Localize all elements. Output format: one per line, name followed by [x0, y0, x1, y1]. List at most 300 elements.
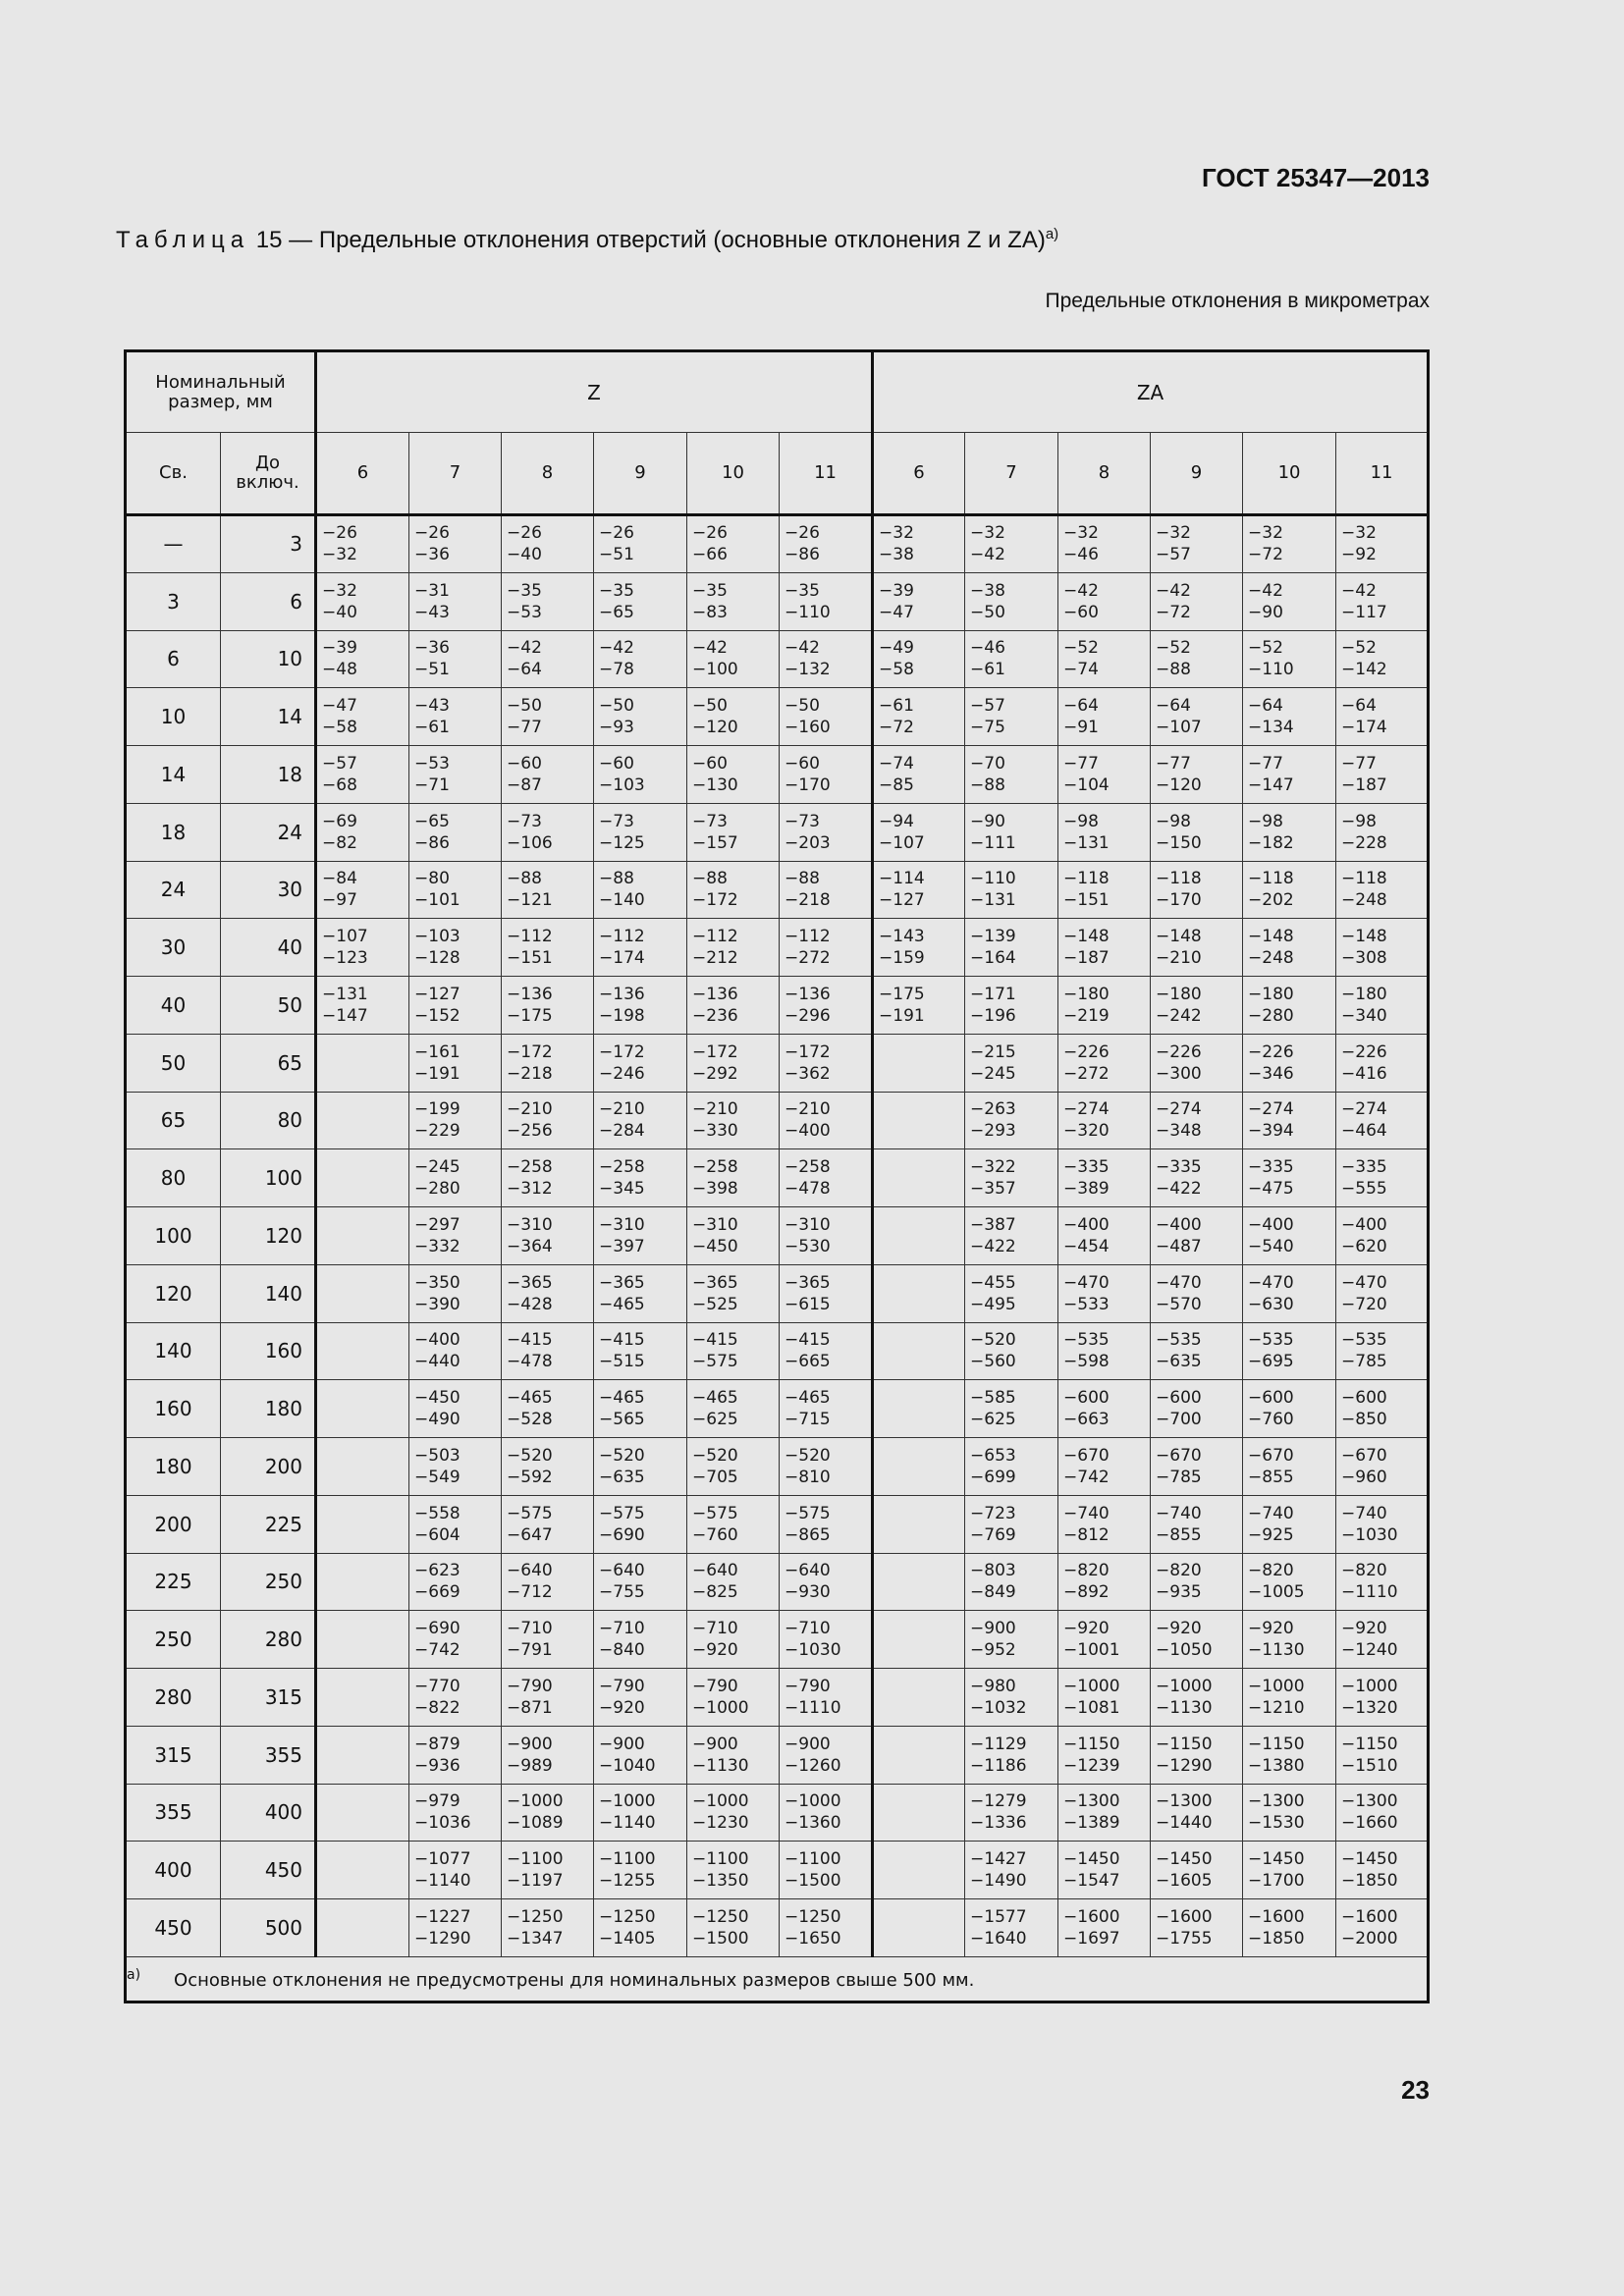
deviation-cell-za: [873, 1264, 965, 1322]
deviation-cell-za: −1300 −1389: [1058, 1784, 1151, 1842]
to-header: До включ.: [221, 433, 316, 515]
deviation-cell-za: −274 −320: [1058, 1092, 1151, 1149]
deviation-cell-za: −670 −960: [1336, 1438, 1429, 1496]
deviation-cell-z: −710 −791: [502, 1611, 594, 1669]
deviation-cell-z: −35 −110: [780, 572, 873, 630]
deviation-cell-za: −77 −104: [1058, 746, 1151, 804]
deviation-cell-z: −575 −647: [502, 1495, 594, 1553]
deviation-cell-za: −274 −394: [1243, 1092, 1336, 1149]
deviation-cell-za: −114 −127: [873, 861, 965, 919]
deviation-cell-za: −110 −131: [965, 861, 1058, 919]
size-to-cell: 24: [221, 803, 316, 861]
deviation-cell-z: −640 −755: [594, 1553, 687, 1611]
deviation-cell-za: [873, 1553, 965, 1611]
deviation-cell-z: −310 −364: [502, 1207, 594, 1265]
deviation-cell-z: [316, 1553, 409, 1611]
grade-header: 7: [965, 433, 1058, 515]
deviation-cell-za: −118 −202: [1243, 861, 1336, 919]
deviation-cell-z: −1000 −1089: [502, 1784, 594, 1842]
deviation-cell-z: −790 −920: [594, 1669, 687, 1727]
table-row: [126, 861, 1429, 919]
deviation-cell-z: −112 −174: [594, 919, 687, 977]
deviation-cell-z: −710 −920: [687, 1611, 780, 1669]
deviation-cell-za: −335 −389: [1058, 1149, 1151, 1207]
deviation-cell-za: −226 −272: [1058, 1034, 1151, 1092]
deviation-cell-z: −365 −615: [780, 1264, 873, 1322]
deviation-cell-z: −53 −71: [409, 746, 502, 804]
size-to-cell: 450: [221, 1842, 316, 1899]
size-from-cell: 50: [126, 1034, 221, 1092]
deviation-cell-za: −400 −620: [1336, 1207, 1429, 1265]
deviation-cell-z: −60 −87: [502, 746, 594, 804]
deviation-cell-za: −74 −85: [873, 746, 965, 804]
deviation-cell-z: −43 −61: [409, 688, 502, 746]
deviation-cell-z: −450 −490: [409, 1380, 502, 1438]
deviation-cell-z: −31 −43: [409, 572, 502, 630]
deviation-cell-za: −77 −120: [1151, 746, 1243, 804]
deviation-cell-za: −980 −1032: [965, 1669, 1058, 1727]
deviation-cell-za: −400 −454: [1058, 1207, 1151, 1265]
deviation-cell-z: [316, 1899, 409, 1957]
deviation-cell-za: −670 −742: [1058, 1438, 1151, 1496]
deviation-cell-z: −520 −810: [780, 1438, 873, 1496]
deviation-cell-za: −900 −952: [965, 1611, 1058, 1669]
size-from-cell: 120: [126, 1264, 221, 1322]
table-row: [126, 1669, 1429, 1727]
size-to-cell: 30: [221, 861, 316, 919]
deviation-cell-za: −600 −760: [1243, 1380, 1336, 1438]
deviation-cell-za: −226 −346: [1243, 1034, 1336, 1092]
deviation-cell-za: −1150 −1510: [1336, 1726, 1429, 1784]
caption-note-mark: а): [1045, 226, 1059, 242]
table-row: [126, 1899, 1429, 1957]
deviation-cell-za: [873, 1784, 965, 1842]
deviation-cell-za: −49 −58: [873, 630, 965, 688]
grade-header: 11: [780, 433, 873, 515]
deviation-cell-za: −1300 −1660: [1336, 1784, 1429, 1842]
table-row: [126, 1495, 1429, 1553]
deviation-cell-za: −98 −131: [1058, 803, 1151, 861]
deviation-cell-za: −455 −495: [965, 1264, 1058, 1322]
deviation-cell-z: −1077 −1140: [409, 1842, 502, 1899]
deviation-cell-za: [873, 1842, 965, 1899]
deviation-cell-z: −26 −36: [409, 515, 502, 573]
deviation-cell-za: −920 −1240: [1336, 1611, 1429, 1669]
size-to-cell: 100: [221, 1149, 316, 1207]
deviation-cell-za: −61 −72: [873, 688, 965, 746]
size-from-cell: 140: [126, 1322, 221, 1380]
deviation-cell-za: −94 −107: [873, 803, 965, 861]
deviation-cell-za: −470 −570: [1151, 1264, 1243, 1322]
deviation-cell-z: −26 −51: [594, 515, 687, 573]
deviation-cell-z: −73 −157: [687, 803, 780, 861]
deviation-cell-za: −653 −699: [965, 1438, 1058, 1496]
deviation-cell-za: −535 −598: [1058, 1322, 1151, 1380]
deviation-cell-z: −690 −742: [409, 1611, 502, 1669]
deviation-cell-z: −365 −525: [687, 1264, 780, 1322]
table-row: [126, 1149, 1429, 1207]
deviation-cell-z: −310 −397: [594, 1207, 687, 1265]
deviation-cell-z: −136 −198: [594, 977, 687, 1035]
deviation-cell-z: −465 −625: [687, 1380, 780, 1438]
deviation-cell-z: −199 −229: [409, 1092, 502, 1149]
deviation-cell-za: −535 −635: [1151, 1322, 1243, 1380]
deviation-cell-za: −226 −416: [1336, 1034, 1429, 1092]
deviation-cell-z: [316, 1092, 409, 1149]
deviation-cell-za: −52 −110: [1243, 630, 1336, 688]
deviation-cell-z: −1000 −1360: [780, 1784, 873, 1842]
size-to-cell: 120: [221, 1207, 316, 1265]
size-to-cell: 65: [221, 1034, 316, 1092]
deviation-cell-za: [873, 1322, 965, 1380]
size-from-cell: 280: [126, 1669, 221, 1727]
deviation-cell-za: −32 −42: [965, 515, 1058, 573]
size-from-cell: 80: [126, 1149, 221, 1207]
size-from-cell: 315: [126, 1726, 221, 1784]
size-to-cell: 50: [221, 977, 316, 1035]
footnote-mark: а): [127, 1966, 141, 1983]
size-from-cell: 30: [126, 919, 221, 977]
deviation-cell-za: −64 −174: [1336, 688, 1429, 746]
deviation-cell-za: −175 −191: [873, 977, 965, 1035]
deviation-cell-za: −180 −280: [1243, 977, 1336, 1035]
size-to-cell: 18: [221, 746, 316, 804]
table-caption: [116, 226, 1058, 254]
deviation-cell-za: −335 −422: [1151, 1149, 1243, 1207]
deviation-cell-za: −322 −357: [965, 1149, 1058, 1207]
units-note: Предельные отклонения в микрометрах: [1045, 290, 1430, 312]
deviation-cell-za: −1600 −1697: [1058, 1899, 1151, 1957]
deviation-cell-z: −900 −1040: [594, 1726, 687, 1784]
deviation-cell-za: −38 −50: [965, 572, 1058, 630]
deviation-cell-za: −1150 −1239: [1058, 1726, 1151, 1784]
deviation-cell-z: −1100 −1197: [502, 1842, 594, 1899]
deviation-cell-z: −1250 −1500: [687, 1899, 780, 1957]
deviation-cell-za: −1577 −1640: [965, 1899, 1058, 1957]
size-to-cell: 200: [221, 1438, 316, 1496]
deviation-cell-za: −1150 −1290: [1151, 1726, 1243, 1784]
deviation-cell-za: −274 −348: [1151, 1092, 1243, 1149]
deviation-cell-za: −70 −88: [965, 746, 1058, 804]
caption-word: Таблица: [116, 227, 250, 253]
deviation-cell-za: −263 −293: [965, 1092, 1058, 1149]
deviation-cell-za: [873, 1669, 965, 1727]
deviation-cell-za: −470 −720: [1336, 1264, 1429, 1322]
deviation-cell-z: −465 −565: [594, 1380, 687, 1438]
deviation-cell-z: −42 −78: [594, 630, 687, 688]
deviation-cell-za: −470 −630: [1243, 1264, 1336, 1322]
deviation-cell-za: −1300 −1440: [1151, 1784, 1243, 1842]
size-to-cell: 250: [221, 1553, 316, 1611]
deviation-cell-z: −35 −53: [502, 572, 594, 630]
deviation-cell-za: −226 −300: [1151, 1034, 1243, 1092]
deviation-cell-za: −57 −75: [965, 688, 1058, 746]
deviation-cell-z: −520 −705: [687, 1438, 780, 1496]
deviation-cell-z: [316, 1322, 409, 1380]
deviation-cell-z: −415 −515: [594, 1322, 687, 1380]
deviation-cell-z: −136 −175: [502, 977, 594, 1035]
deviation-cell-za: −600 −850: [1336, 1380, 1429, 1438]
deviation-cell-za: −1450 −1605: [1151, 1842, 1243, 1899]
deviation-cell-z: −26 −32: [316, 515, 409, 573]
size-to-cell: 315: [221, 1669, 316, 1727]
deviation-cell-za: −77 −187: [1336, 746, 1429, 804]
deviation-cell-z: [316, 1149, 409, 1207]
deviation-cell-z: −640 −825: [687, 1553, 780, 1611]
deviation-cell-z: −245 −280: [409, 1149, 502, 1207]
size-from-cell: 10: [126, 688, 221, 746]
deviation-cell-za: −820 −1005: [1243, 1553, 1336, 1611]
grade-header: 9: [594, 433, 687, 515]
deviation-cell-za: −335 −555: [1336, 1149, 1429, 1207]
deviation-cell-z: −26 −40: [502, 515, 594, 573]
deviation-cell-z: −979 −1036: [409, 1784, 502, 1842]
deviation-cell-z: −60 −170: [780, 746, 873, 804]
caption-number: 15: [255, 227, 283, 253]
deviation-cell-z: [316, 1034, 409, 1092]
deviation-cell-z: −57 −68: [316, 746, 409, 804]
deviation-cell-z: −131 −147: [316, 977, 409, 1035]
table-row: [126, 1438, 1429, 1496]
deviation-cell-z: [316, 1611, 409, 1669]
table-row: [126, 1322, 1429, 1380]
deviation-cell-z: −310 −530: [780, 1207, 873, 1265]
deviation-cell-za: [873, 1726, 965, 1784]
deviation-cell-z: −415 −478: [502, 1322, 594, 1380]
size-from-cell: 6: [126, 630, 221, 688]
deviation-cell-z: −575 −690: [594, 1495, 687, 1553]
deviation-cell-za: −1450 −1547: [1058, 1842, 1151, 1899]
deviation-cell-za: [873, 1207, 965, 1265]
deviation-cell-za: −470 −533: [1058, 1264, 1151, 1322]
deviation-cell-z: −1227 −1290: [409, 1899, 502, 1957]
deviation-cell-za: −32 −38: [873, 515, 965, 573]
deviation-cell-za: −32 −72: [1243, 515, 1336, 573]
size-from-cell: 65: [126, 1092, 221, 1149]
deviation-cell-za: −52 −88: [1151, 630, 1243, 688]
deviation-cell-za: −42 −72: [1151, 572, 1243, 630]
deviation-cell-za: [873, 1380, 965, 1438]
deviation-cell-z: −88 −172: [687, 861, 780, 919]
deviation-cell-za: −1129 −1186: [965, 1726, 1058, 1784]
deviation-cell-z: −42 −100: [687, 630, 780, 688]
standard-designation: ГОСТ 25347—2013: [1202, 163, 1430, 192]
deviation-cell-z: [316, 1380, 409, 1438]
size-from-cell: 450: [126, 1899, 221, 1957]
deviation-cell-za: −600 −663: [1058, 1380, 1151, 1438]
deviation-cell-za: −740 −1030: [1336, 1495, 1429, 1553]
size-from-cell: 200: [126, 1495, 221, 1553]
deviation-cell-z: −172 −292: [687, 1034, 780, 1092]
size-from-cell: 250: [126, 1611, 221, 1669]
deviation-cell-za: [873, 1899, 965, 1957]
deviation-cell-za: −42 −90: [1243, 572, 1336, 630]
deviation-cell-za: −387 −422: [965, 1207, 1058, 1265]
table-row: [126, 746, 1429, 804]
grade-header: 11: [1336, 433, 1429, 515]
deviation-cell-za: [873, 1611, 965, 1669]
table-row: [126, 1553, 1429, 1611]
size-to-cell: 180: [221, 1380, 316, 1438]
deviation-cell-za: −1450 −1850: [1336, 1842, 1429, 1899]
deviation-cell-za: −139 −164: [965, 919, 1058, 977]
deviation-cell-za: −46 −61: [965, 630, 1058, 688]
deviation-cell-z: −1000 −1140: [594, 1784, 687, 1842]
deviation-cell-za: −1000 −1210: [1243, 1669, 1336, 1727]
size-from-cell: 3: [126, 572, 221, 630]
deviation-cell-za: −820 −892: [1058, 1553, 1151, 1611]
footnote-text: Основные отклонения не предусмотрены для номинальных размеров свыше 500 мм.: [174, 1969, 975, 1991]
deviation-cell-za: [873, 1495, 965, 1553]
deviation-cell-z: −88 −218: [780, 861, 873, 919]
deviation-cell-z: −790 −1110: [780, 1669, 873, 1727]
deviation-cell-za: −740 −855: [1151, 1495, 1243, 1553]
deviation-cell-za: −64 −134: [1243, 688, 1336, 746]
table-row: [126, 803, 1429, 861]
table-row: [126, 1611, 1429, 1669]
deviation-cell-z: −900 −1260: [780, 1726, 873, 1784]
deviation-cell-z: −210 −400: [780, 1092, 873, 1149]
deviation-cell-z: [316, 1784, 409, 1842]
deviation-cell-z: −310 −450: [687, 1207, 780, 1265]
deviation-cell-z: −161 −191: [409, 1034, 502, 1092]
size-to-cell: 40: [221, 919, 316, 977]
size-from-cell: 14: [126, 746, 221, 804]
caption-text: — Предельные отклонения отверстий (основные отклонения Z и ZA): [289, 227, 1046, 253]
deviation-cell-za: −335 −475: [1243, 1149, 1336, 1207]
deviation-cell-za: −740 −925: [1243, 1495, 1336, 1553]
deviation-cell-z: −26 −66: [687, 515, 780, 573]
deviation-cell-z: −69 −82: [316, 803, 409, 861]
deviation-cell-z: −1250 −1347: [502, 1899, 594, 1957]
deviation-cell-z: [316, 1207, 409, 1265]
grade-header: 8: [502, 433, 594, 515]
deviation-cell-z: −1250 −1405: [594, 1899, 687, 1957]
deviation-cell-z: −558 −604: [409, 1495, 502, 1553]
deviation-cell-z: −258 −398: [687, 1149, 780, 1207]
size-from-cell: 180: [126, 1438, 221, 1496]
deviation-cell-z: −365 −465: [594, 1264, 687, 1322]
deviation-cell-z: −640 −930: [780, 1553, 873, 1611]
deviation-cell-z: −520 −635: [594, 1438, 687, 1496]
deviation-cell-z: −900 −989: [502, 1726, 594, 1784]
deviation-cell-z: −503 −549: [409, 1438, 502, 1496]
size-header: Номинальный размер, мм: [126, 351, 316, 433]
deviation-cell-za: −535 −695: [1243, 1322, 1336, 1380]
deviation-cell-za: −723 −769: [965, 1495, 1058, 1553]
size-to-cell: 6: [221, 572, 316, 630]
deviation-cell-z: −136 −236: [687, 977, 780, 1035]
deviation-cell-z: −1100 −1350: [687, 1842, 780, 1899]
deviation-cell-za: −1600 −1755: [1151, 1899, 1243, 1957]
deviation-cell-z: [316, 1438, 409, 1496]
deviation-cell-z: −258 −478: [780, 1149, 873, 1207]
deviation-cell-z: [316, 1669, 409, 1727]
deviation-cell-z: −900 −1130: [687, 1726, 780, 1784]
table-row: [126, 1092, 1429, 1149]
size-from-cell: 355: [126, 1784, 221, 1842]
size-from-cell: 100: [126, 1207, 221, 1265]
deviation-cell-z: −415 −575: [687, 1322, 780, 1380]
deviation-cell-z: −35 −65: [594, 572, 687, 630]
deviation-cell-za: −77 −147: [1243, 746, 1336, 804]
deviation-cell-za: −600 −700: [1151, 1380, 1243, 1438]
deviation-cell-za: −1300 −1530: [1243, 1784, 1336, 1842]
deviation-cell-z: −107 −123: [316, 919, 409, 977]
deviation-cell-z: −88 −121: [502, 861, 594, 919]
size-to-cell: 10: [221, 630, 316, 688]
deviation-cell-z: −50 −120: [687, 688, 780, 746]
deviation-cell-za: −1600 −2000: [1336, 1899, 1429, 1957]
deviation-cell-z: −80 −101: [409, 861, 502, 919]
deviation-cell-z: −1000 −1230: [687, 1784, 780, 1842]
deviation-cell-za: −42 −60: [1058, 572, 1151, 630]
deviation-cell-za: −52 −142: [1336, 630, 1429, 688]
deviation-cell-za: −585 −625: [965, 1380, 1058, 1438]
table-row: [126, 630, 1429, 688]
size-to-cell: 140: [221, 1264, 316, 1322]
deviation-cell-z: −35 −83: [687, 572, 780, 630]
table-row: [126, 572, 1429, 630]
deviation-cell-za: −1150 −1380: [1243, 1726, 1336, 1784]
deviation-cell-za: −920 −1001: [1058, 1611, 1151, 1669]
grade-header: 8: [1058, 433, 1151, 515]
deviation-cell-za: −820 −1110: [1336, 1553, 1429, 1611]
deviation-cell-z: −26 −86: [780, 515, 873, 573]
size-from-cell: 18: [126, 803, 221, 861]
grade-header: 6: [873, 433, 965, 515]
grade-header: 10: [1243, 433, 1336, 515]
from-header: Св.: [126, 433, 221, 515]
deviation-cell-za: −148 −248: [1243, 919, 1336, 977]
deviation-cell-z: −1100 −1255: [594, 1842, 687, 1899]
size-to-cell: 160: [221, 1322, 316, 1380]
deviation-cell-za: −920 −1130: [1243, 1611, 1336, 1669]
deviation-cell-z: −50 −93: [594, 688, 687, 746]
deviation-cell-z: −465 −715: [780, 1380, 873, 1438]
deviation-cell-z: −400 −440: [409, 1322, 502, 1380]
deviation-cell-z: −65 −86: [409, 803, 502, 861]
deviation-cell-za: −118 −170: [1151, 861, 1243, 919]
deviation-cell-z: −50 −77: [502, 688, 594, 746]
deviation-cell-z: −623 −669: [409, 1553, 502, 1611]
deviation-cell-za: −32 −46: [1058, 515, 1151, 573]
table-row: [126, 1380, 1429, 1438]
deviation-cell-z: −258 −312: [502, 1149, 594, 1207]
deviation-cell-z: [316, 1726, 409, 1784]
deviation-cell-z: −710 −840: [594, 1611, 687, 1669]
deviation-cell-z: −42 −132: [780, 630, 873, 688]
size-from-cell: 225: [126, 1553, 221, 1611]
deviation-cell-z: −258 −345: [594, 1149, 687, 1207]
deviation-cell-z: −520 −592: [502, 1438, 594, 1496]
deviation-cell-z: −84 −97: [316, 861, 409, 919]
deviation-cell-za: −32 −92: [1336, 515, 1429, 573]
deviation-cell-za: −39 −47: [873, 572, 965, 630]
deviation-cell-z: −415 −665: [780, 1322, 873, 1380]
footnote: [126, 1956, 1429, 2002]
deviation-cell-za: −143 −159: [873, 919, 965, 977]
deviation-cell-za: −670 −855: [1243, 1438, 1336, 1496]
size-from-cell: 160: [126, 1380, 221, 1438]
deviation-cell-z: −32 −40: [316, 572, 409, 630]
deviation-cell-za: −920 −1050: [1151, 1611, 1243, 1669]
deviation-cell-z: −172 −218: [502, 1034, 594, 1092]
grade-header: 10: [687, 433, 780, 515]
deviation-cell-za: −1000 −1320: [1336, 1669, 1429, 1727]
deviation-cell-z: −465 −528: [502, 1380, 594, 1438]
deviation-cell-za: −180 −219: [1058, 977, 1151, 1035]
